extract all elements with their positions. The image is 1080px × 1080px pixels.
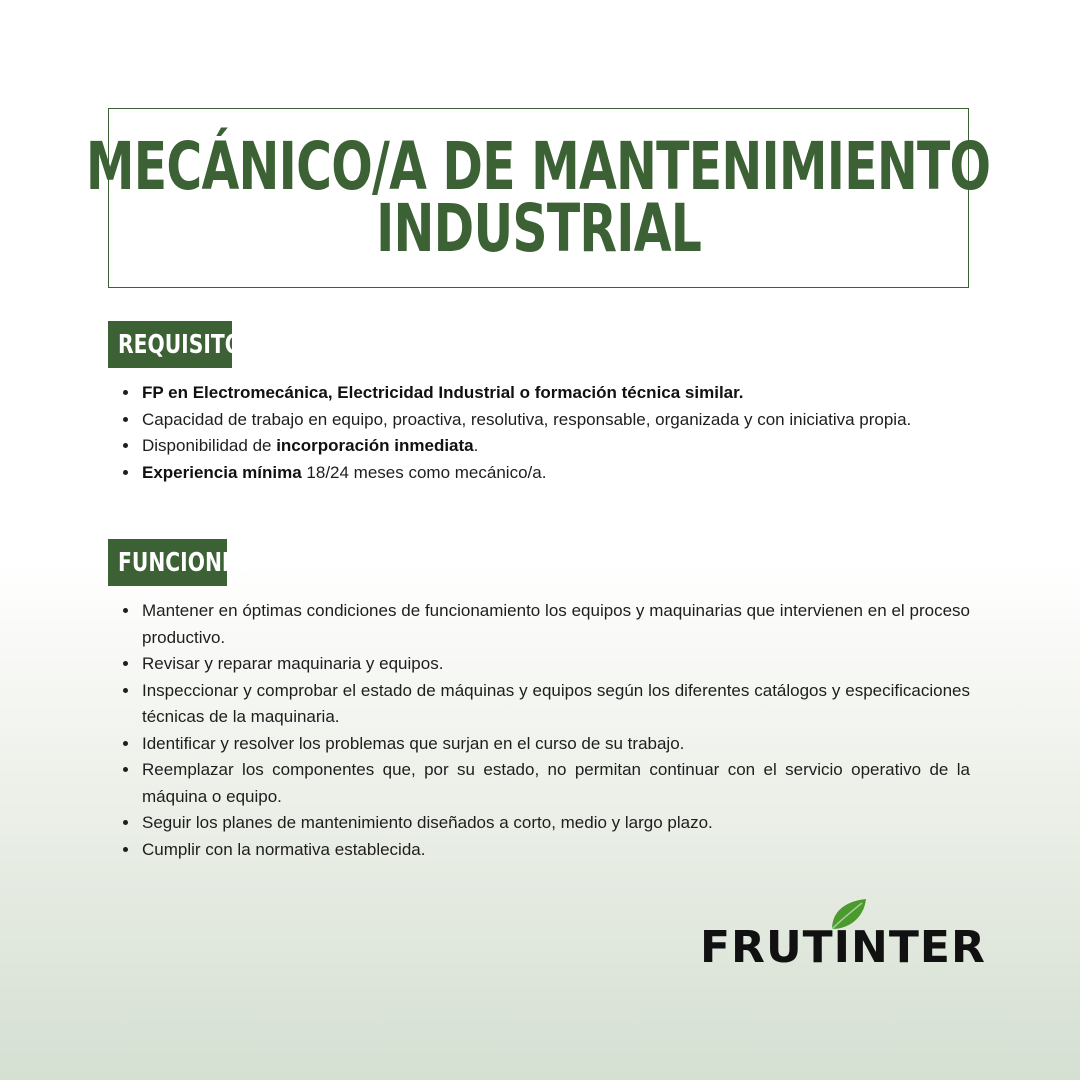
- requisitos-list: [108, 380, 970, 486]
- list-item: [140, 407, 970, 434]
- list-item-bold: incorporación inmediata: [276, 436, 474, 455]
- section-label-text: FUNCIONES: [118, 547, 251, 578]
- list-item-text: .: [473, 436, 479, 455]
- list-item: [140, 460, 970, 487]
- frutinter-logo: [700, 895, 986, 975]
- list-item: • Inspeccionar y comprobar el estado de máquinas y equipos según los diferentes catálogos y especificaciones técnicas de la maquinaria.: [140, 678, 970, 731]
- list-item: • Reemplazar los componentes que, por su estado, no permitan continuar con el servicio operativo de la máquina o equipo.: [140, 757, 970, 810]
- section-label-funciones: [108, 539, 251, 586]
- list-item: • Cumplir con la normativa establecida.: [140, 837, 970, 864]
- list-item: • Identificar y resolver los problemas que surjan en el curso de su trabajo.: [140, 731, 970, 758]
- list-item-bold: Experiencia mínima: [142, 462, 302, 482]
- list-item-text: Capacidad de trabajo en equipo, proactiva, resolutiva, responsable, organizada y con iniciativa propia.: [142, 409, 912, 429]
- list-item-bold: FP en Electromecánica, Electricidad Industrial o formación técnica similar.: [142, 383, 744, 402]
- page-title-line-1: MECÁNICO/A DE MANTENIMIENTO: [86, 128, 991, 205]
- logo-text: FRUTINTER: [700, 922, 986, 973]
- list-item: • Mantener en óptimas condiciones de funcionamiento los equipos y maquinarias que intervienen en el proceso productivo.: [140, 598, 970, 651]
- page-title-line-2: INDUSTRIAL: [375, 190, 702, 267]
- list-item: [140, 380, 970, 407]
- list-item: • Revisar y reparar maquinaria y equipos.: [140, 651, 970, 678]
- section-label-text: REQUISITOS: [118, 329, 257, 360]
- list-item: [140, 433, 970, 460]
- section-label-requisitos: [108, 321, 257, 368]
- funciones-list: [108, 598, 970, 863]
- list-item-text: 18/24 meses como mecánico/a.: [301, 462, 547, 482]
- title-box: [86, 108, 991, 288]
- list-item-text: Disponibilidad de: [142, 436, 277, 455]
- list-item: • Seguir los planes de mantenimiento diseñados a corto, medio y largo plazo.: [140, 810, 970, 837]
